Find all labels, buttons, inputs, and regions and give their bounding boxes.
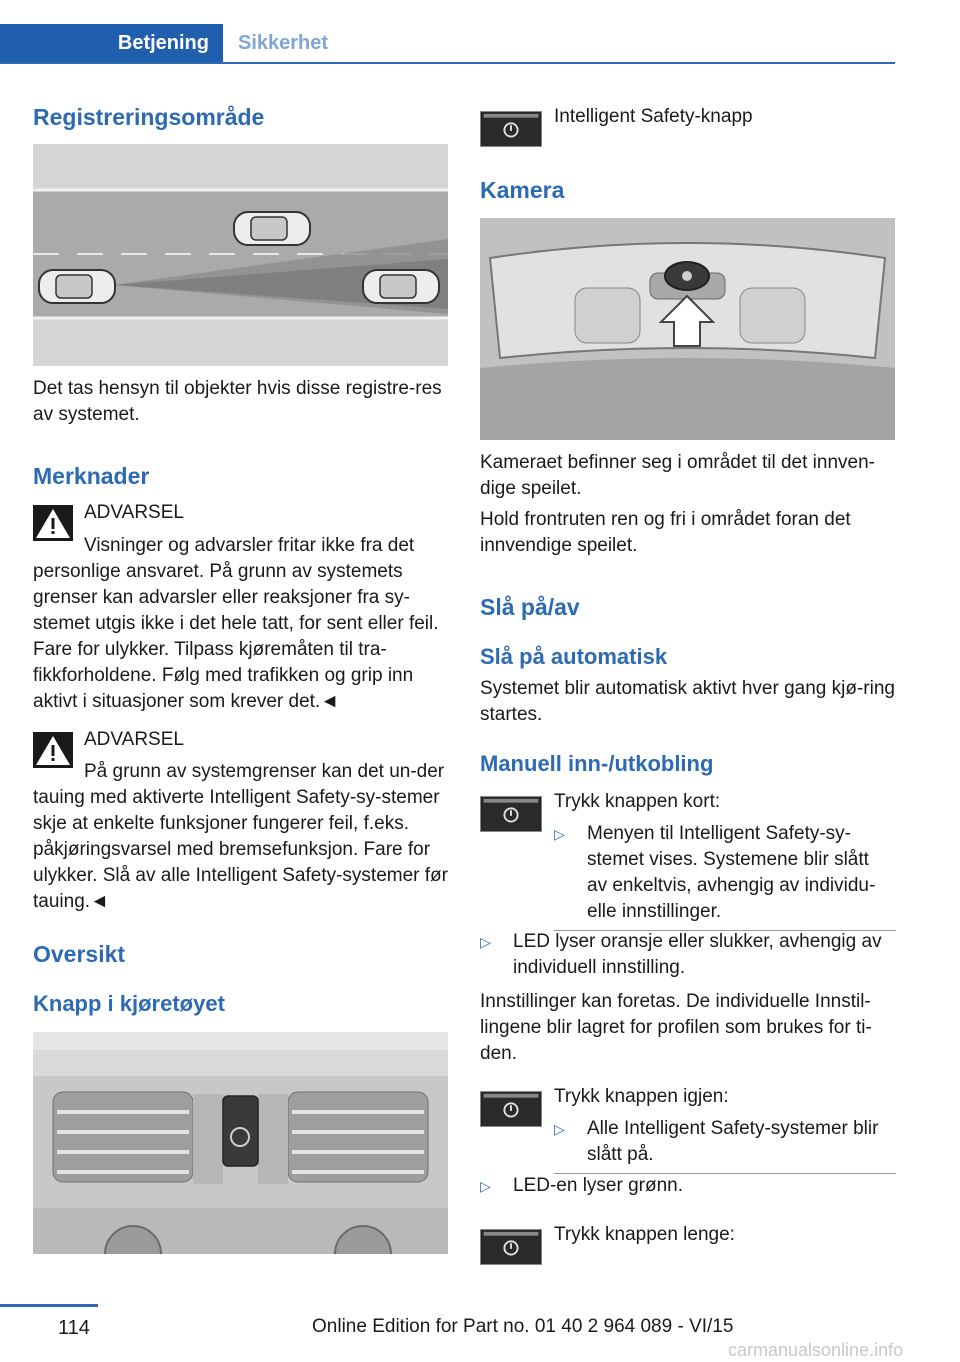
heading-oversikt: Oversikt [33, 941, 126, 967]
list-item [480, 929, 896, 981]
camera-figure [480, 218, 895, 440]
button-caption: Intelligent Safety-knapp [554, 106, 753, 127]
heading-merknader: Merknader [33, 463, 150, 489]
heading-slaa-paa-automatisk: Slå på automatisk [480, 644, 668, 669]
footer-edition: Online Edition for Part no. 01 40 2 964 089 - VI/15 [312, 1316, 734, 1337]
watermark: carmanualsonline.info [728, 1340, 904, 1360]
text-trykk-lenge: Trykk knappen lenge: [554, 1224, 735, 1245]
heading-manuell: Manuell inn-/utkobling [480, 751, 714, 776]
car-right [363, 270, 439, 303]
list-item-text: Menyen til Intelligent Safety-sy-stemet vises. Systemene blir slått av enkeltvis, avhengig av individu-elle innstillinger. [587, 823, 876, 922]
bullet-arrow-icon: ▷ [480, 1178, 491, 1194]
page-number: 114 [58, 1317, 90, 1339]
heading-knapp-i-kjoretoyet: Knapp i kjøretøyet [33, 991, 225, 1016]
intelligent-safety-button-icon [480, 1091, 542, 1127]
page-number-rule [0, 1304, 98, 1307]
list-item-text: Alle Intelligent Safety-systemer blir slått på. [587, 1118, 879, 1165]
tab-sikkerhet[interactable]: Sikkerhet [238, 32, 329, 54]
warning1-title: ADVARSEL [84, 502, 184, 523]
bullet-arrow-icon: ▷ [480, 934, 491, 950]
warning1-text: Visninger og advarsler fritar ikke fra det personlige ansvaret. På grunn av systemets grenser kan advarsler eller reaksjoner fra sy-stemet utgis ikke i det hele tatt, for sent eller feil. Fare for ulykker. Tilpass kjøremåten til tra-fikkforholdene. Følg med trafikken og grip inn aktivt i situasjoner som krever det.◄ [33, 535, 439, 712]
text-trykk-igjen: Trykk knappen igjen: [554, 1086, 729, 1107]
detection-area-illustration [33, 144, 448, 366]
text-innstillinger: Innstillinger kan foretas. De individuelle Innstil-lingene blir lagret for profilen som brukes for ti-den. [480, 991, 872, 1064]
dashboard-illustration [33, 1032, 448, 1254]
tab-betjening[interactable]: Betjening [0, 24, 223, 62]
intelligent-safety-button-icon [480, 1229, 542, 1265]
list-item [554, 821, 896, 925]
car-top [234, 212, 310, 245]
list-item [554, 1116, 896, 1168]
warning2-text: På grunn av systemgrenser kan det un-der tauing med aktiverte Intelligent Safety-sy-stemer skje at enkelte funksjoner fungerer feil, f.eks. påkjøringsvarsel med bremsefunksjon. Fare for ulykker. Slå av alle Intelligent Safety-systemer før tauing.◄ [33, 761, 448, 912]
list-item-text: LED lyser oransje eller slukker, avhengig av individuell innstilling. [513, 931, 882, 978]
chapter-tabs [0, 24, 895, 64]
car-left [39, 270, 115, 303]
detection-area-figure [33, 144, 448, 366]
text-trykk-kort: Trykk knappen kort: [554, 791, 721, 812]
bullet-arrow-icon: ▷ [554, 826, 565, 842]
list-item [480, 1173, 896, 1199]
text-automatisk: Systemet blir automatisk aktivt hver gang kjø-ring startes. [480, 678, 895, 725]
heading-registreringsomraade: Registreringsområde [33, 104, 265, 130]
intelligent-safety-button-icon [480, 796, 542, 832]
heading-slaa-paa-av: Slå på/av [480, 594, 580, 620]
heading-kamera: Kamera [480, 177, 565, 203]
camera-illustration [480, 218, 895, 440]
text-registrering: Det tas hensyn til objekter hvis disse registre-res av systemet. [33, 378, 442, 425]
text-kamera-1: Kameraet befinner seg i området til det innven-dige speilet. [480, 452, 875, 499]
intelligent-safety-button-icon [480, 111, 542, 147]
button-location-figure [33, 1032, 448, 1254]
bullet-arrow-icon: ▷ [554, 1121, 565, 1137]
text-kamera-2: Hold frontruten ren og fri i området foran det innvendige speilet. [480, 509, 851, 556]
warning2-title: ADVARSEL [84, 729, 184, 750]
list-item-text: LED-en lyser grønn. [513, 1175, 684, 1196]
